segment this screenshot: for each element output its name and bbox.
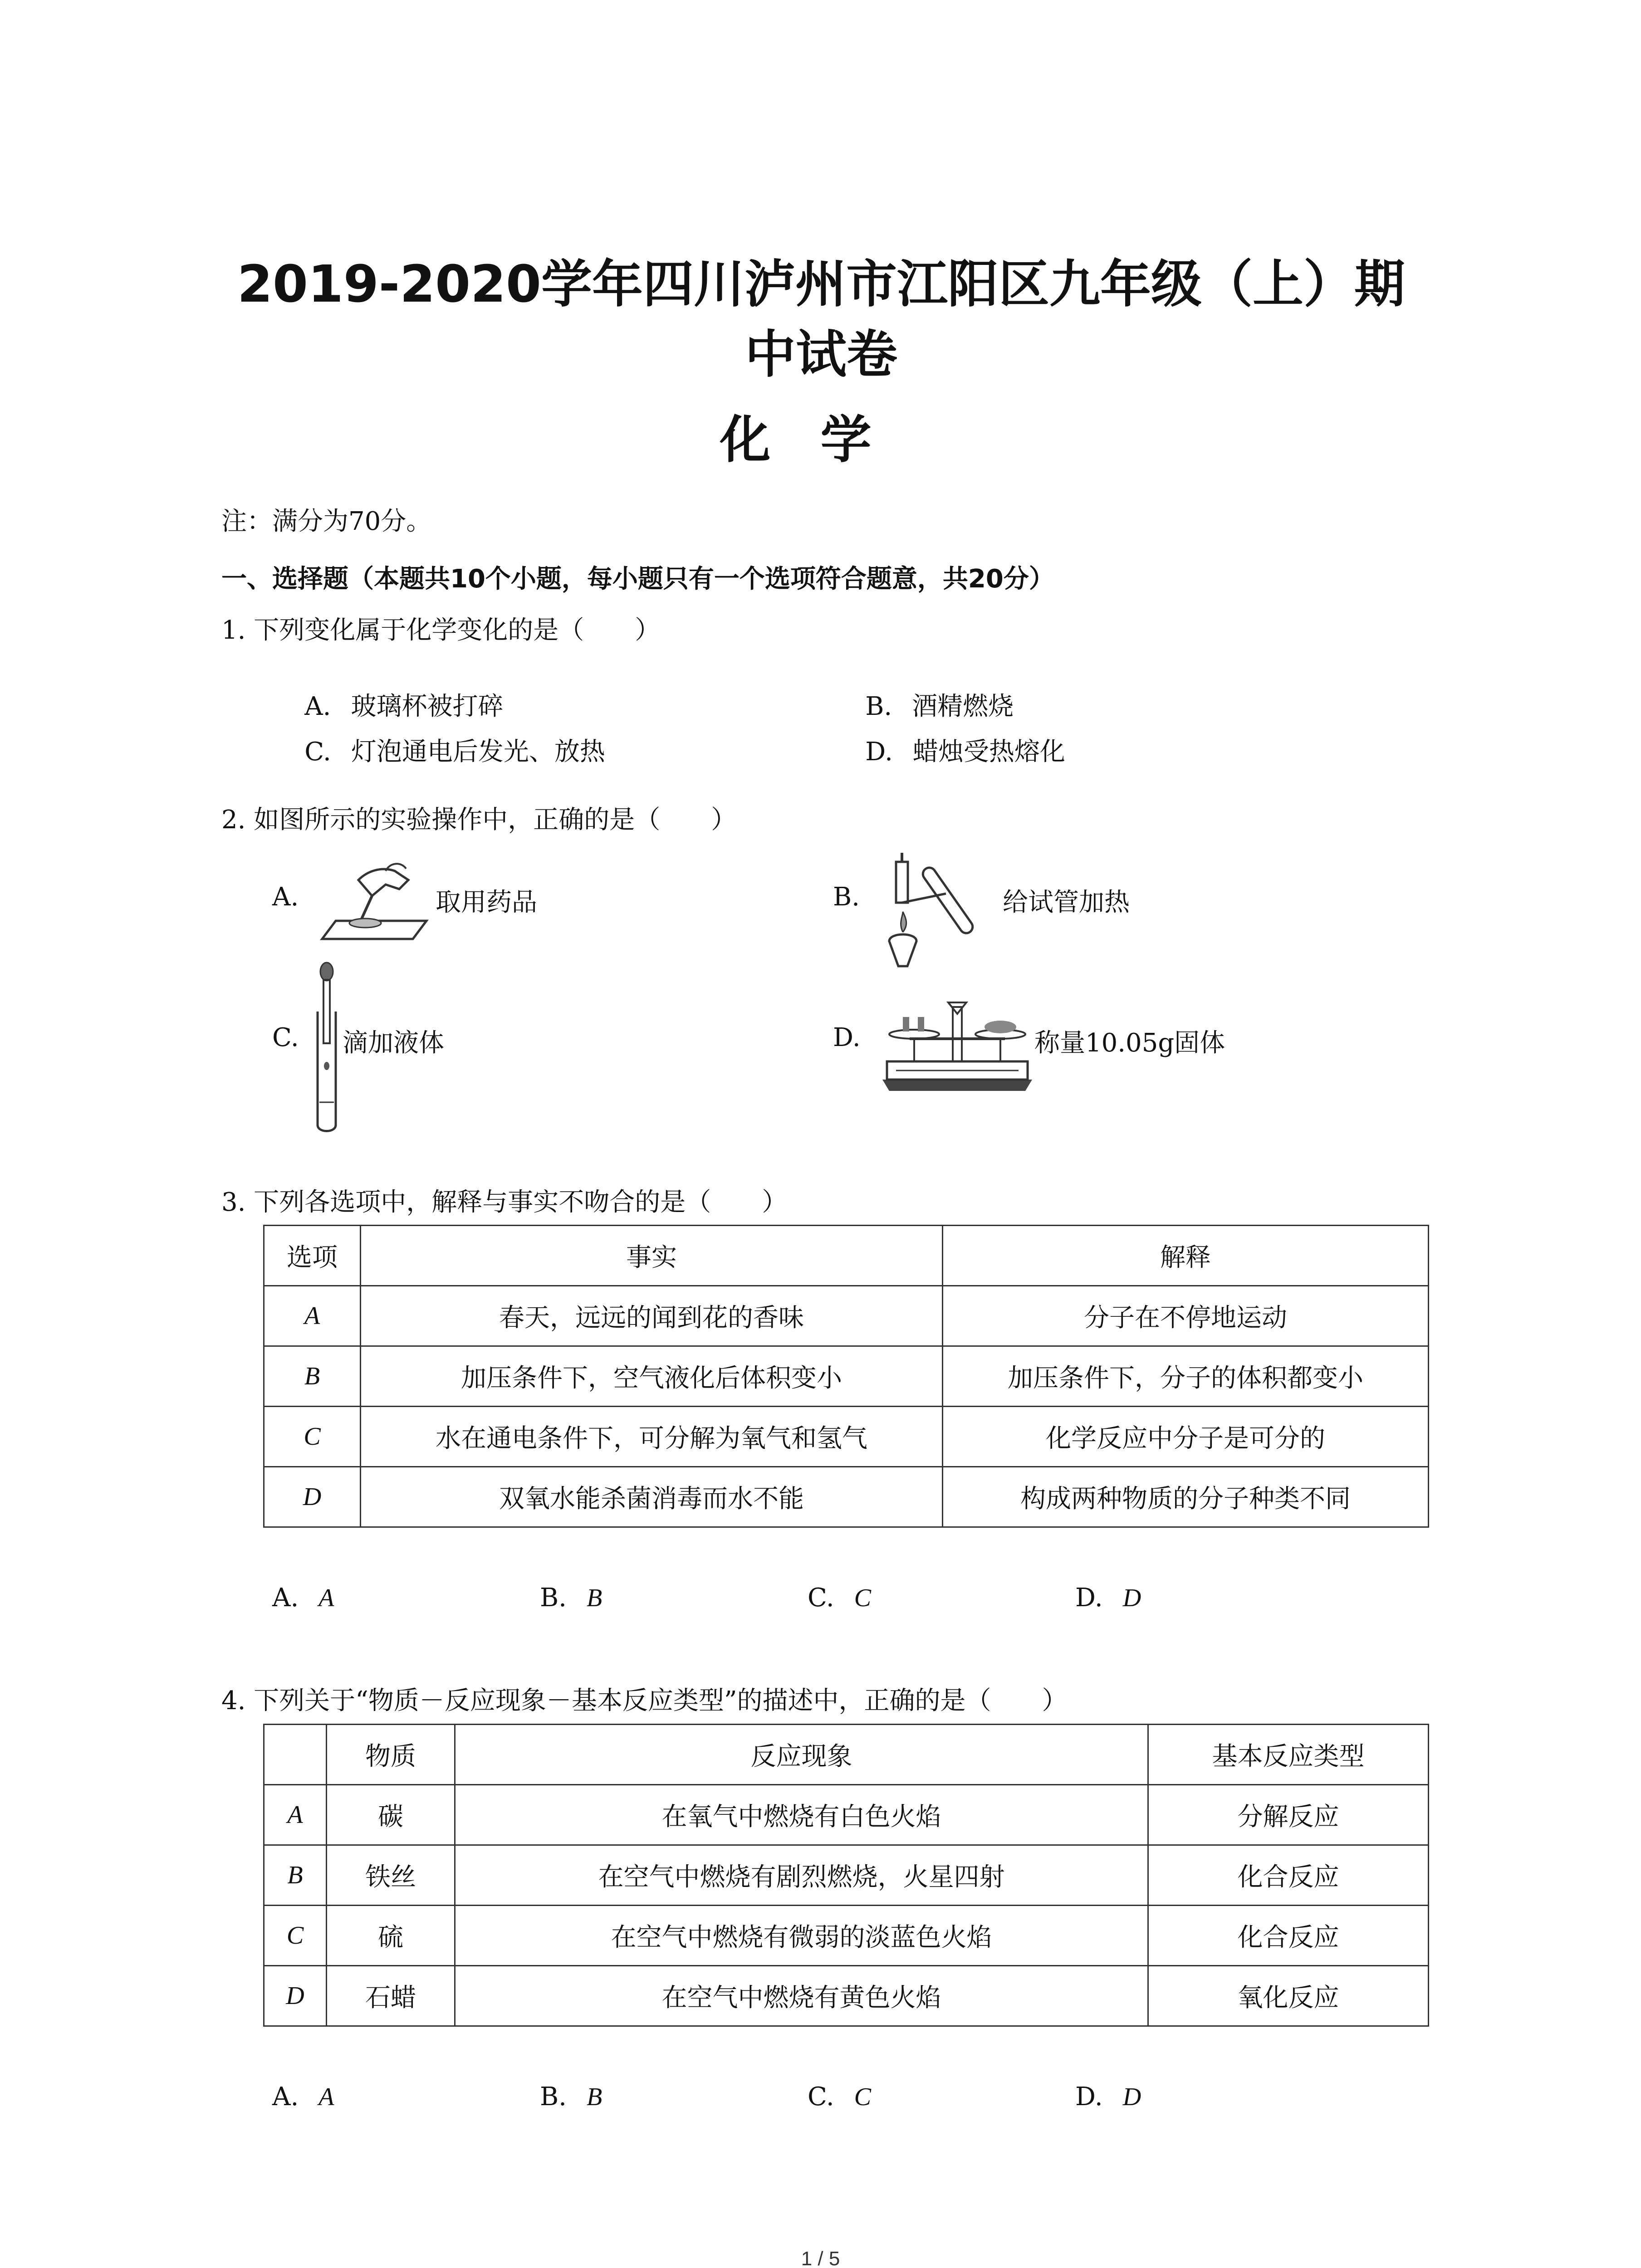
option-letter: C.	[808, 2082, 834, 2112]
table-row	[264, 1845, 1429, 1906]
question-2-option-c-text: 滴加液体	[343, 1028, 444, 1058]
table-cell: 分子在不停地运动	[943, 1286, 1429, 1346]
alcohol-lamp-test-tube-icon	[878, 844, 1005, 971]
table-cell: 加压条件下，分子的体积都变小	[943, 1346, 1429, 1407]
table-header-cell: 解释	[943, 1226, 1429, 1286]
subject-title: 化学	[720, 411, 921, 469]
page-title: 2019-2020学年四川泸州市江阳区九年级（上）期中试卷	[237, 255, 1405, 384]
balance-scale-icon	[878, 989, 1037, 1093]
option-letter: A.	[272, 2082, 299, 2112]
table-cell: 双氧水能杀菌消毒而水不能	[361, 1467, 943, 1527]
table-cell: 化学反应中分子是可分的	[943, 1407, 1429, 1467]
hand-taking-powder-icon	[318, 853, 436, 943]
option-letter: C.	[808, 1583, 834, 1613]
table-header-cell: 选项	[264, 1226, 361, 1286]
table-cell: D	[264, 1467, 361, 1527]
question-2-stem: 2. 如图所示的实验操作中，正确的是（ ）	[221, 805, 737, 835]
option-text: B	[586, 2083, 603, 2111]
question-3-answer-d	[1075, 1583, 1141, 1613]
table-cell: 分解反应	[1148, 1785, 1429, 1845]
option-letter: B.	[540, 1583, 567, 1613]
option-text: 酒精燃烧	[912, 692, 1014, 721]
table-cell: 氧化反应	[1148, 1966, 1429, 2026]
option-text: A	[318, 1584, 334, 1612]
question-3-stem: 3. 下列各选项中，解释与事实不吻合的是（ ）	[221, 1188, 788, 1217]
option-text: C	[854, 2083, 872, 2111]
table-cell: B	[264, 1845, 327, 1906]
option-letter: B.	[865, 692, 892, 721]
option-text: 灯泡通电后发光、放热	[351, 737, 605, 767]
table-cell: 在空气中燃烧有黄色火焰	[455, 1966, 1148, 2026]
question-3-answer-b	[540, 1583, 602, 1613]
page-number: 1 / 5	[801, 2248, 840, 2268]
question-2-option-d-text: 称量10.05g固体	[1034, 1028, 1225, 1058]
question-2-option-b-text: 给试管加热	[1003, 888, 1130, 917]
table-cell: 春天，远远的闻到花的香味	[361, 1286, 943, 1346]
question-4-answer-a	[272, 2082, 334, 2112]
table-cell: C	[264, 1407, 361, 1467]
option-letter: A.	[272, 1583, 299, 1613]
table-cell: 铁丝	[327, 1845, 455, 1906]
question-2-option-d-letter: D.	[833, 1023, 861, 1052]
question-4-answer-c	[808, 2082, 871, 2112]
table-header-row	[264, 1725, 1429, 1785]
question-2-option-a-letter: A.	[272, 882, 299, 912]
table-cell: A	[264, 1286, 361, 1346]
table-row	[264, 1346, 1429, 1407]
table-cell: 碳	[327, 1785, 455, 1845]
question-1-option-d	[833, 702, 1065, 797]
table-cell: 化合反应	[1148, 1845, 1429, 1906]
question-4-answer-d	[1075, 2082, 1141, 2112]
table-row	[264, 1286, 1429, 1346]
option-letter: A.	[304, 692, 331, 721]
option-letter: B.	[540, 2082, 567, 2112]
score-note: 注：满分为70分。	[221, 507, 432, 536]
table-cell: 石蜡	[327, 1966, 455, 2026]
option-text: 玻璃杯被打碎	[351, 692, 504, 721]
question-4-answer-b	[540, 2082, 602, 2112]
question-4-stem: 4. 下列关于“物质－反应现象－基本反应类型”的描述中，正确的是（ ）	[221, 1686, 1068, 1716]
option-text: A	[318, 2083, 334, 2111]
table-cell: 水在通电条件下，可分解为氧气和氢气	[361, 1407, 943, 1467]
table-header-cell: 基本反应类型	[1148, 1725, 1429, 1785]
option-letter: D.	[1075, 1583, 1103, 1613]
section-title: 一、选择题（本题共10个小题，每小题只有一个选项符合题意，共20分）	[221, 564, 1054, 594]
table-cell: 在氧气中燃烧有白色火焰	[455, 1785, 1148, 1845]
option-text: B	[586, 1584, 603, 1612]
table-row	[264, 1966, 1429, 2026]
table-header-cell: 物质	[327, 1725, 455, 1785]
question-3-answer-a	[272, 1583, 334, 1613]
table-header-cell	[264, 1725, 327, 1785]
table-cell: 硫	[327, 1906, 455, 1966]
question-2-option-a-text: 取用药品	[436, 888, 537, 917]
table-row	[264, 1467, 1429, 1527]
option-text: D	[1122, 1584, 1141, 1612]
question-1-stem: 1. 下列变化属于化学变化的是（ ）	[221, 616, 661, 645]
table-row	[264, 1785, 1429, 1845]
table-cell: 化合反应	[1148, 1906, 1429, 1966]
option-letter: C.	[304, 737, 331, 767]
table-cell: C	[264, 1906, 327, 1966]
question-4-table	[263, 1724, 1429, 2027]
table-header-cell: 事实	[361, 1226, 943, 1286]
question-2-option-b-letter: B.	[833, 882, 860, 912]
question-3-table	[263, 1225, 1429, 1528]
question-1-option-c	[272, 702, 605, 797]
table-cell: A	[264, 1785, 327, 1845]
option-text: D	[1122, 2083, 1141, 2111]
option-letter: D.	[865, 737, 893, 767]
table-header-cell: 反应现象	[455, 1725, 1148, 1785]
table-header-row	[264, 1226, 1429, 1286]
table-cell: B	[264, 1346, 361, 1407]
table-cell: D	[264, 1966, 327, 2026]
option-letter: D.	[1075, 2082, 1103, 2112]
table-cell: 在空气中燃烧有微弱的淡蓝色火焰	[455, 1906, 1148, 1966]
question-3-answer-c	[808, 1583, 871, 1613]
table-cell: 在空气中燃烧有剧烈燃烧，火星四射	[455, 1845, 1148, 1906]
option-text: C	[854, 1584, 872, 1612]
option-text: 蜡烛受热熔化	[912, 737, 1065, 767]
table-row	[264, 1407, 1429, 1467]
dropper-in-test-tube-icon	[309, 962, 345, 1134]
table-cell: 加压条件下，空气液化后体积变小	[361, 1346, 943, 1407]
table-cell: 构成两种物质的分子种类不同	[943, 1467, 1429, 1527]
table-row	[264, 1906, 1429, 1966]
question-2-option-c-letter: C.	[272, 1023, 299, 1052]
